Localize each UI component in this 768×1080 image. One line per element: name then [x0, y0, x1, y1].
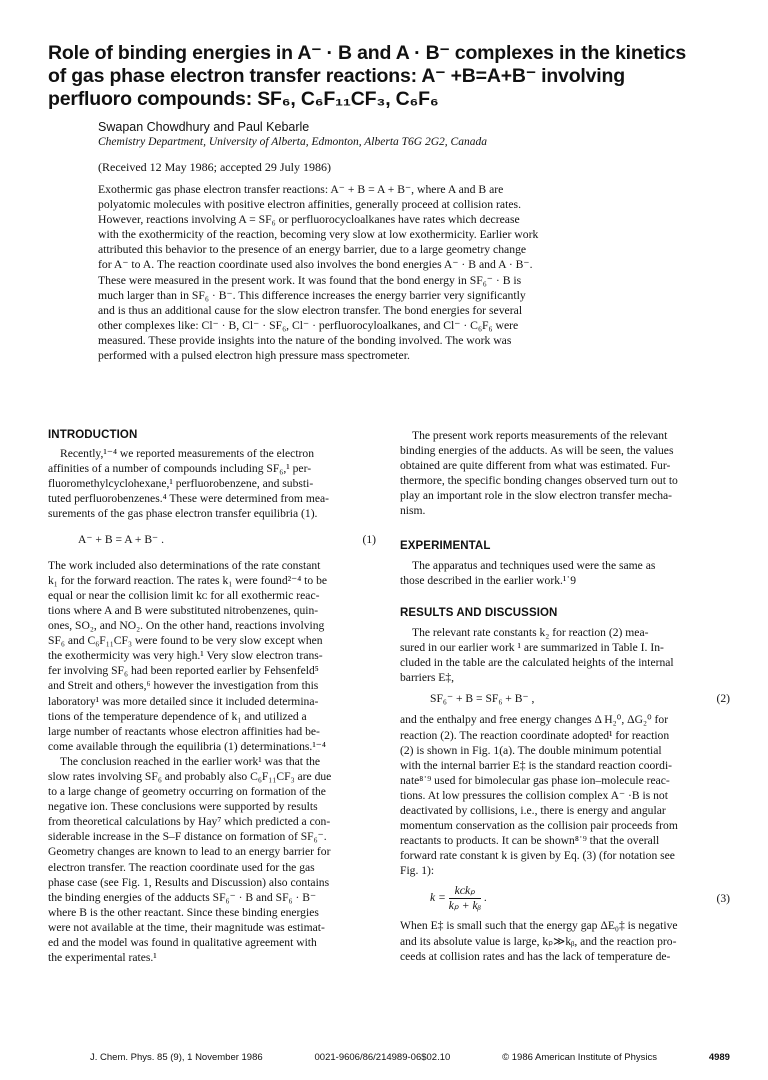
title-line: Role of binding energies in A⁻ · B and A · B⁻ complexes in the kinetics [48, 42, 687, 64]
body-line: and Streit and others,⁶ however the investigation from this [48, 679, 319, 693]
abstract-line: polyatomic molecules with positive electron affinities, generally proceed at collision rates. [98, 198, 521, 212]
body-line: barriers E‡, [400, 671, 455, 685]
body-line: where B is the other reactant. Since these binding energies [48, 905, 319, 919]
body-line: with the internal barrier E‡ is the standard reaction coordi- [400, 758, 673, 772]
body-line: and its absolute value is large, kₚ≫kᵦ, and the reaction pro- [400, 934, 677, 948]
fraction-denominator: kₚ + kᵦ [448, 899, 481, 913]
right-column [400, 428, 730, 964]
body-line: laboratory¹ was more detailed since it included determina- [48, 694, 319, 708]
equation-number: (1) [362, 532, 376, 546]
body-line: The apparatus and techniques used were the same as [412, 558, 656, 572]
body-line: reaction (2). The reaction coordinate adopted¹ for reaction [400, 728, 670, 742]
body-line: were not available at the time, their magnitude was estimat- [48, 920, 325, 934]
journal-citation: J. Chem. Phys. 85 (9), 1 November 1986 [90, 1052, 263, 1063]
body-line: nate⁸˙⁹ used for bimolecular gas phase ion–molecule reac- [400, 773, 670, 787]
body-line: When E‡ is small such that the energy gap ΔE₀‡ is negative [400, 919, 678, 933]
body-line: siderable increase in the S–F distance on formation of SF₆⁻. [48, 830, 327, 844]
abstract-line: Exothermic gas phase electron transfer reactions: A⁻ + B = A + B⁻, where A and B are [98, 183, 504, 196]
page-number: 4989 [708, 1052, 730, 1063]
equation-number: (3) [716, 892, 730, 906]
body-line: thermore, the specific bonding changes observed turn out to [400, 474, 678, 488]
article-code: 0021-9606/86/214989-06$02.10 [314, 1052, 451, 1063]
body-line: momentum conservation as the collision pair proceeds from [400, 819, 678, 833]
equation-lhs: k = [430, 891, 446, 905]
body-line: sured in our earlier work ¹ are summarized in Table I. In- [400, 641, 664, 655]
body-line: slow rates involving SF₆ and probably also C₆F₁₁CF₃ are due [48, 769, 332, 783]
title-line: perfluoro compounds: SF₆, C₆F₁₁CF₃, C₆F₆ [48, 88, 439, 110]
received-date: (Received 12 May 1986; accepted 29 July 1986) [98, 160, 331, 174]
abstract-line: for A⁻ to A. The reaction coordinate used also involves the bond energies A⁻ · B and A · B⁻. [98, 258, 533, 272]
body-line: come available through the equilibria (1) determinations.¹⁻⁴ [48, 739, 326, 753]
equation-text: SF₆⁻ + B = SF₆ + B⁻ , [430, 692, 535, 706]
body-line: phase case (see Fig. 1, Results and Discussion) also contains [48, 875, 330, 889]
body-line: tuted perfluorobenzenes.⁴ These were determined from mea- [48, 492, 329, 506]
body-line: and the enthalpy and free energy changes Δ H₂⁰, ΔG₂⁰ for [400, 713, 669, 727]
fraction-numerator: kᴄkₚ [449, 884, 481, 899]
body-line: SF₆ and C₆F₁₁CF₃ were found to be very slow except when [48, 634, 323, 648]
body-line: ceeds at collision rates and has the lack of temperature de- [400, 949, 671, 963]
equation-number: (2) [716, 692, 730, 706]
abstract-line: other complexes like: Cl⁻ · B, Cl⁻ · SF₆, Cl⁻ · perfluorocyloalkanes, and Cl⁻ · C₆F₆ were [98, 318, 519, 332]
equation-tail: . [483, 891, 487, 905]
body-line: tions of the temperature dependence of k₁ and utilized a [48, 709, 307, 723]
equation-fraction [449, 884, 481, 913]
body-line: electron transfer. The reaction coordinate used for the gas [48, 860, 315, 874]
equation-text: A⁻ + B = A + B⁻ . [78, 532, 164, 546]
left-column [48, 428, 376, 965]
section-heading-results: RESULTS AND DISCUSSION [400, 606, 558, 619]
body-line: the binding energies of the adducts SF₆⁻ · B and SF₆ · B⁻ [48, 890, 317, 904]
abstract-line: attributed this behavior to the presence of an energy barrier, due to a large geometry change [98, 243, 527, 257]
abstract-line: and is thus an additional cause for the slow electron transfer. The bond energies for several [98, 303, 523, 317]
body-line: ones, SO₂, and NO₂. On the other hand, reactions involving [48, 619, 325, 633]
body-line: those described in the earlier work.¹˙9 [400, 573, 577, 587]
body-line: surements of the gas phase electron transfer equilibria (1). [48, 507, 318, 521]
body-line: cluded in the table are the calculated heights of the internal [400, 656, 674, 670]
copyright-notice: © 1986 American Institute of Physics [502, 1052, 657, 1063]
article-title [48, 42, 708, 111]
body-line: from theoretical calculations by Hay⁷ which predicted a con- [48, 815, 331, 829]
abstract-line: These were measured in the present work. It was found that the bond energy in SF₆⁻ · B is [98, 273, 522, 287]
body-line: tions. At low pressures the collision complex A⁻ ·B is not [400, 788, 668, 802]
body-line: the exothermicity was very high.¹ Very slow electron trans- [48, 649, 323, 663]
body-line: nism. [400, 504, 426, 518]
equation-body [400, 884, 487, 913]
body-line: Recently,¹⁻⁴ we reported measurements of the electron [60, 447, 314, 461]
body-line: fluoromethylcyclohexane,¹ perfluorobenzene, and substi- [48, 477, 314, 491]
authors: Swapan Chowdhury and Paul Kebarle [98, 120, 310, 134]
body-line: affinities of a number of compounds including SF₆,¹ per- [48, 462, 312, 476]
body-line: The conclusion reached in the earlier work¹ was that the [60, 754, 321, 768]
body-line: The relevant rate constants k₂ for reaction (2) mea- [412, 625, 649, 639]
body-line: the experimental rates.¹ [48, 951, 157, 965]
affiliation: Chemistry Department, University of Alberta, Edmonton, Alberta T6G 2G2, Canada [98, 136, 487, 148]
abstract-line: However, reactions involving A = SF₆ or perfluorocycloalkanes have rates which decrease [98, 213, 520, 227]
body-line: reactants to products. It can be shown⁸˙⁹ that the overall [400, 834, 660, 848]
body-line: binding energies of the adducts. As will be seen, the values [400, 444, 674, 458]
section-heading-introduction: INTRODUCTION [48, 429, 138, 441]
body-line: The present work reports measurements of the relevant [412, 429, 668, 442]
body-line: equal or near the collision limit kᴄ for all exothermic reac- [48, 588, 320, 602]
body-line: negative ion. These conclusions were supported by results [48, 800, 318, 814]
body-line: The work included also determinations of the rate constant [48, 558, 321, 572]
equation-3 [400, 884, 730, 913]
body-line: deactivated by collisions, i.e., there is energy and angular [400, 803, 666, 817]
abstract [98, 182, 638, 363]
abstract-line: performed with a pulsed electron high pressure mass spectrometer. [98, 349, 410, 363]
body-line: tions where A and B were substituted nitrobenzenes, quin- [48, 603, 319, 617]
abstract-line: much larger than in SF₆ · B⁻. This difference increases the energy barrier very significantly [98, 288, 526, 302]
body-line: (2) is shown in Fig. 1(a). The double minimum potential [400, 743, 662, 757]
abstract-line: measured. These provide insights into the nature of the bonding involved. The work was [98, 333, 512, 347]
body-line: to a large change of geometry occurring on formation of the [48, 785, 326, 799]
equation-1 [48, 532, 376, 547]
body-line: forward rate constant k is given by Eq. (3) (for notation see [400, 849, 675, 863]
body-line: k₁ for the forward reaction. The rates k₁ were found²⁻⁴ to be [48, 573, 328, 587]
page-footer [90, 1052, 730, 1063]
equation-2 [400, 691, 730, 706]
title-line: of gas phase electron transfer reactions: A⁻ +B=A+B⁻ involving [48, 65, 625, 87]
body-line: large number of reactants whose electron affinities had be- [48, 724, 320, 738]
section-heading-experimental: EXPERIMENTAL [400, 539, 491, 552]
body-line: obtained are quite different from what was estimated. Fur- [400, 459, 671, 473]
body-line: Fig. 1): [400, 864, 435, 878]
body-line: Geometry changes are known to lead to an energy barrier for [48, 845, 331, 859]
body-line: fer involving SF₆ had been reported earlier by Fehsenfeld⁵ [48, 664, 319, 678]
body-line: ed and the model was found in qualitative agreement with [48, 936, 317, 949]
abstract-line: with the exothermicity of the reaction, becoming very slow at low exothermicity. Earlier work [98, 228, 539, 242]
body-line: play an important role in the slow electron transfer mecha- [400, 489, 673, 503]
